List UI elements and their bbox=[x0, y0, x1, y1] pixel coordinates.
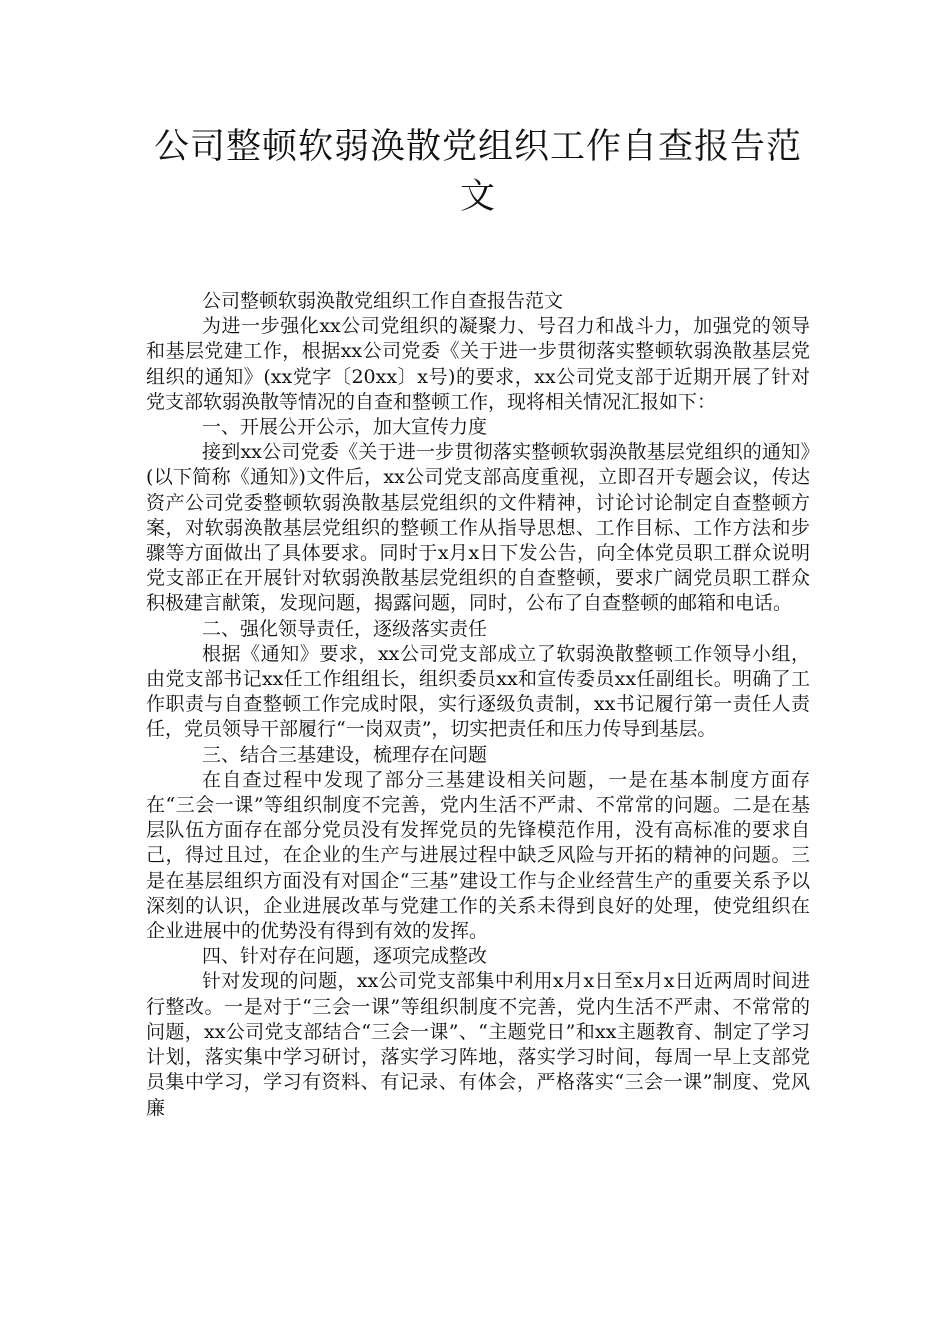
section-heading-3: 三、结合三基建设，梳理存在问题 bbox=[202, 743, 488, 766]
paragraph-section-2: 根据《通知》要求，xx公司党支部成立了软弱涣散整顿工作领导小组，由党支部书记xx任工作组组长，组织委员xx和宣传委员xx任副组长。明确了工作职责与自查整顿工作完成时限，实行逐级负责制，xx书记履行第一责任人责任，党员领导干部履行“一岗双责”，切实把责任和压力传导到基层。 bbox=[146, 642, 810, 741]
paragraph-section-4: 针对发现的问题，xx公司党支部集中利用x月x日至x月x日近两周时间进行整改。一是对于“三会一课”等组织制度不完善，党内生活不严肃、不常常的问题，xx公司党支部结合“三会一课”、“主题党日”和xx主题教育、制定了学习计划，落实集中学习研讨，落实学习阵地，落实学习时间，每周一早上支部党员集中学习，学习有资料、有记录、有体会，严格落实“三会一课”制度、党风廉 bbox=[146, 970, 810, 1119]
paragraph-heading: 公司整顿软弱涣散党组织工作自查报告范文 bbox=[202, 290, 564, 312]
document-title: 公司整顿软弱涣散党组织工作自查报告范文 bbox=[153, 127, 802, 217]
paragraph-section-3: 在自查过程中发现了部分三基建设相关问题，一是在基本制度方面存在“三会一课”等组织制度不完善，党内生活不严肃、不常常的问题。二是在基层队伍方面存在部分党员没有发挥党员的先锋模范作用，没有高标准的要求自己，得过且过，在企业的生产与进展过程中缺乏风险与开拓的精神的问题。三是在基层组织方面没有对国企“三基”建设工作与企业经营生产的重要关系予以深刻的认识，企业进展改革与党建工作的关系未得到良好的处理，使党组织在企业进展中的优势没有得到有效的发挥。 bbox=[146, 768, 810, 943]
document-body bbox=[146, 289, 810, 1121]
section-heading-2: 二、强化领导责任，逐级落实责任 bbox=[202, 617, 488, 640]
section-heading-1: 一、开展公开公示，加大宣传力度 bbox=[202, 416, 488, 439]
section-heading-4: 四、针对存在问题，逐项完成整改 bbox=[202, 945, 488, 968]
paragraph-intro: 为进一步强化xx公司党组织的凝聚力、号召力和战斗力，加强党的领导和基层党建工作，根据xx公司党委《关于进一步贯彻落实整顿软弱涣散基层党组织的通知》(xx党字〔20xx〕x号)的要求，xx公司党支部于近期开展了针对党支部软弱涣散等情况的自查和整顿工作，现将相关情况汇报如下： bbox=[146, 315, 810, 413]
paragraph-section-1: 接到xx公司党委《关于进一步贯彻落实整顿软弱涣散基层党组织的通知》(以下简称《通知》)文件后，xx公司党支部高度重视，立即召开专题会议，传达资产公司党委整顿软弱涣散基层党组织的文件精神，讨论讨论制定自查整顿方案，对软弱涣散基层党组织的整顿工作从指导思想、工作目标、工作方法和步骤等方面做出了具体要求。同时于x月x日下发公告，向全体党员职工群众说明党支部正在开展针对软弱涣散基层党组织的自查整顿，要求广阔党员职工群众积极建言献策，发现问题，揭露问题，同时，公布了自查整顿的邮箱和电话。 bbox=[146, 441, 810, 615]
